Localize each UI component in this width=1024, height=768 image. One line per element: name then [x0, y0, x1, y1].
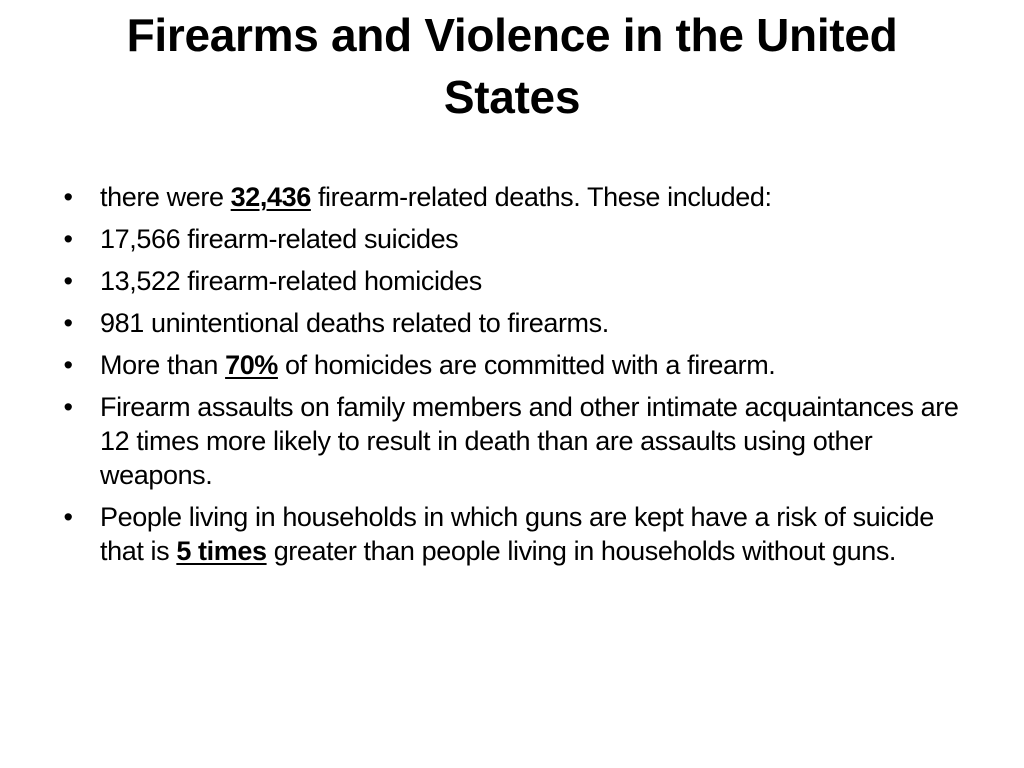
bullet-family-assaults [58, 390, 968, 492]
bullet-text: firearm-related deaths. These included: [310, 182, 772, 212]
emphasized-multiplier: 5 times [176, 536, 267, 566]
bullet-unintentional [58, 306, 968, 340]
bullet-dot-icon: • [63, 308, 73, 338]
bullet-household-risk [58, 500, 968, 568]
bullet-text: 981 unintentional deaths related to firearms. [100, 308, 609, 338]
bullet-dot-icon: • [63, 224, 73, 254]
bullet-dot-icon: • [63, 266, 73, 296]
slide-title: Firearms and Violence in the United States [126, 9, 898, 123]
bullet-total-deaths [58, 180, 968, 214]
bullet-text: of homicides are committed with a firearm. [277, 350, 776, 380]
bullet-dot-icon: • [63, 182, 73, 212]
bullet-text: 13,522 firearm-related homicides [100, 266, 482, 296]
emphasized-percent: 70% [225, 350, 278, 380]
emphasized-number: 32,436 [230, 182, 311, 212]
bullet-text: More than [100, 350, 226, 380]
bullet-dot-icon: • [63, 392, 73, 422]
bullet-text: there were [100, 182, 231, 212]
bullet-list [58, 180, 968, 576]
bullet-text: Firearm assaults on family members and other intimate acquaintances are 12 times more likely to result in death than are assaults using other weapons. [100, 392, 959, 490]
bullet-homicides [58, 264, 968, 298]
bullet-text: greater than people living in households without guns. [266, 536, 897, 566]
bullet-suicides [58, 222, 968, 256]
bullet-dot-icon: • [63, 350, 73, 380]
bullet-text: 17,566 firearm-related suicides [100, 224, 459, 254]
bullet-dot-icon: • [63, 502, 73, 532]
bullet-text: People living in households in which guns are kept have a risk of suicide that is [100, 502, 934, 566]
bullet-homicide-share [58, 348, 968, 382]
